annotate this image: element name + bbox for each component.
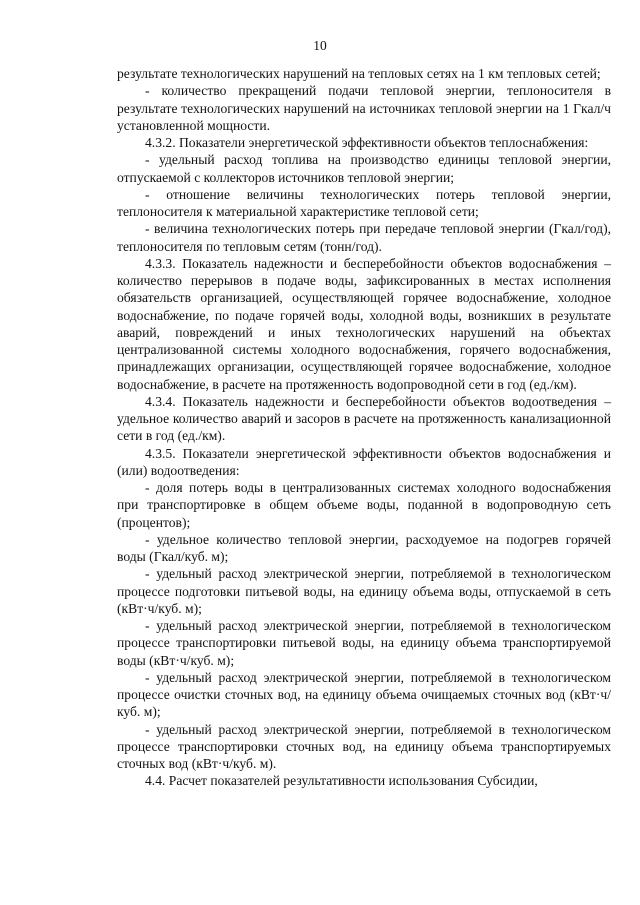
document-body [117,65,611,790]
list-item: - удельный расход электрической энергии, потребляемой в технологическом процессе транспортировки питьевой воды, на единицу объема транспортируемой воды (кВт·ч/куб. м); [117,618,611,668]
list-item: - количество прекращений подачи тепловой энергии, теплоносителя в результате технологических нарушений на источниках тепловой энергии на 1 Гкал/ч установленной мощности. [117,83,611,133]
section-paragraph: 4.3.3. Показатель надежности и бесперебойности объектов водоснабжения – количество перерывов в подаче воды, зафиксированных в местах исполнения обязательств организацией, осуществляющей горячее водоснабжение, холодное водоснабжение, по подаче горячей воды, холодной воды, возникших в результате аварий, повреждений и иных технологических нарушений на объектах централизованной системы холодного водоснабжения, горячего водоснабжения, принадлежащих организации, осуществляющей горячее водоснабжение, холодное водоснабжение, в расчете на протяженность водопроводной сети в год (ед./км). [117,255,611,392]
page-number: 10 [313,38,327,53]
list-item: - удельный расход электрической энергии, потребляемой в технологическом процессе транспортировки сточных вод, на единицу объема транспортируемых сточных вод (кВт·ч/куб. м). [117,721,611,771]
list-item: - удельный расход электрической энергии, потребляемой в технологическом процессе очистки сточных вод, на единицу объема очищаемых сточных вод (кВт·ч/куб. м); [117,669,611,720]
section-heading: 4.3.5. Показатели энергетической эффективности объектов водоснабжения и (или) водоотведения: [117,445,611,478]
section-paragraph: 4.4. Расчет показателей результативности использования Субсидии, [145,773,538,789]
paragraph-continuation: результате технологических нарушений на тепловых сетях на 1 км тепловых сетей; [117,66,601,81]
list-item: - удельный расход электрической энергии, потребляемой в технологическом процессе подготовки питьевой воды, на единицу объема воды, отпускаемой в сеть (кВт·ч/куб. м); [117,566,611,616]
list-item: - доля потерь воды в централизованных системах холодного водоснабжения при транспортировке в общем объеме воды, поданной в водопроводную сеть (процентов); [117,480,611,530]
list-item: - удельное количество тепловой энергии, расходуемое на подогрев горячей воды (Гкал/куб. м); [117,531,611,564]
section-heading: 4.3.2. Показатели энергетической эффективности объектов теплоснабжения: [145,135,589,150]
section-paragraph: 4.3.4. Показатель надежности и бесперебойности объектов водоотведения – удельное количество аварий и засоров в расчете на протяженность канализационной сети в год (ед./км). [117,393,611,444]
list-item: - величина технологических потерь при передаче тепловой энергии (Гкал/год), теплоносителя по тепловым сетям (тонн/год). [117,221,611,254]
list-item: - удельный расход топлива на производство единицы тепловой энергии, отпускаемой с коллекторов источников тепловой энергии; [117,152,611,185]
list-item: - отношение величины технологических потерь тепловой энергии, теплоносителя к материальной характеристике тепловой сети; [117,186,611,219]
